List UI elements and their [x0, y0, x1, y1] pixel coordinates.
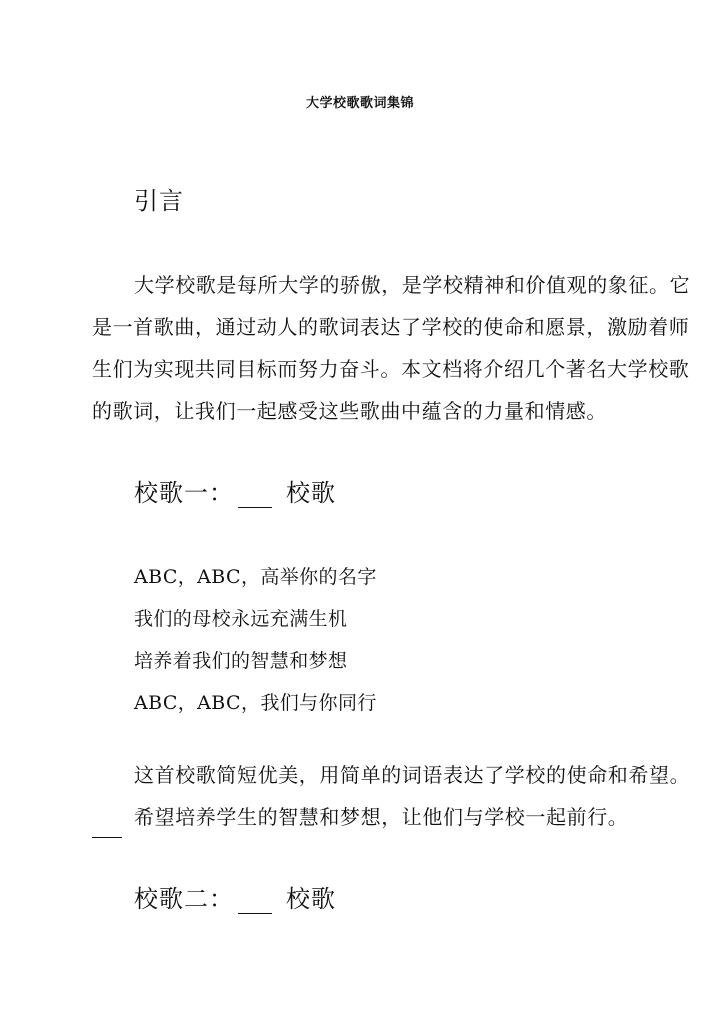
comment-line-2 — [92, 796, 692, 838]
document-title: 大学校歌歌词集锦 — [305, 96, 414, 111]
intro-line: 大学校歌是每所大学的骄傲，是学校精神和价值观的象征。它 — [134, 273, 691, 297]
lyric-line: ABC，ABC，我们与你同行 — [134, 692, 377, 714]
intro-line: 是一首歌曲，通过动人的歌词表达了学校的使命和愿景，激励着师 — [92, 315, 690, 339]
lyric-line: 我们的母校永远充满生机 — [134, 608, 348, 630]
song2-heading-prefix: 校歌二： — [134, 885, 234, 913]
song2-name-blank — [238, 893, 272, 914]
comment-line-text: 希望培养学生的智慧和梦想，让他们与学校一起前行。 — [134, 805, 629, 829]
song2-heading — [134, 884, 336, 914]
intro-paragraph — [92, 264, 692, 432]
song1-heading-prefix: 校歌一： — [134, 479, 234, 507]
song1-heading — [134, 478, 336, 508]
intro-line: 生们为实现共同目标而努力奋斗。本文档将介绍几个著名大学校歌 — [92, 357, 690, 381]
song1-name-blank — [238, 487, 272, 508]
song2-heading-suffix: 校歌 — [286, 885, 336, 913]
intro-heading: 引言 — [134, 187, 184, 215]
lyric-line: 培养着我们的智慧和梦想 — [134, 650, 348, 672]
song1-lyrics — [134, 556, 377, 724]
lyric-line: ABC，ABC，高举你的名字 — [134, 566, 377, 588]
intro-line: 的歌词，让我们一起感受这些歌曲中蕴含的力量和情感。 — [92, 399, 607, 423]
comment-line: 这首校歌简短优美，用简单的词语表达了学校的使命和希望。 — [134, 763, 691, 787]
song1-heading-suffix: 校歌 — [286, 479, 336, 507]
school-name-blank — [92, 819, 122, 838]
song1-comment — [92, 754, 692, 838]
